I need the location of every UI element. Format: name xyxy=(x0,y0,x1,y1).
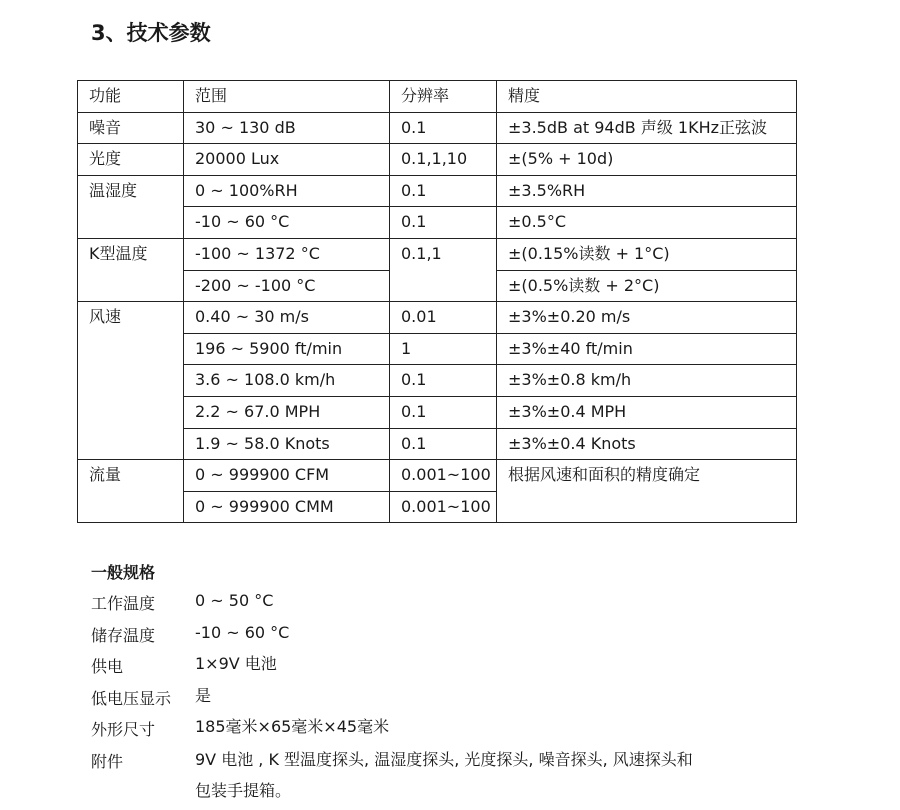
cell-accuracy: ±0.5°C xyxy=(497,207,797,239)
cell-range: -200 ~ -100 °C xyxy=(184,270,390,302)
header-range: 范围 xyxy=(184,81,390,113)
spec-label: 低电压显示 xyxy=(91,688,172,708)
cell-function: 风速 xyxy=(78,302,184,460)
spec-value: 9V 电池 , K 型温度探头, 温湿度探头, 光度探头, 噪音探头, 风速探头和包装手提箱。 xyxy=(195,749,693,800)
general-specs-list xyxy=(91,591,705,806)
cell-function: 流量 xyxy=(78,460,184,523)
cell-function: 光度 xyxy=(78,144,184,176)
spec-item xyxy=(91,591,705,623)
cell-resolution: 0.1 xyxy=(390,207,497,239)
cell-range: 0.40 ~ 30 m/s xyxy=(184,302,390,334)
cell-range: 0 ~ 999900 CFM xyxy=(184,460,390,492)
cell-accuracy: ±3%±0.20 m/s xyxy=(497,302,797,334)
cell-accuracy: ±(0.5%读数 + 2°C) xyxy=(497,270,797,302)
table-row xyxy=(78,396,797,428)
cell-resolution: 0.001~100 xyxy=(390,491,497,523)
table-row xyxy=(78,460,797,492)
cell-accuracy: ±(5% + 10d) xyxy=(497,144,797,176)
cell-range: 20000 Lux xyxy=(184,144,390,176)
cell-range: 2.2 ~ 67.0 MPH xyxy=(184,396,390,428)
table-header-row xyxy=(78,81,797,113)
spec-label: 工作温度 xyxy=(91,594,156,613)
spec-item xyxy=(91,749,705,806)
cell-resolution: 0.001~100 xyxy=(390,460,497,492)
cell-resolution: 0.1 xyxy=(390,175,497,207)
table-row xyxy=(78,175,797,207)
table-row xyxy=(78,428,797,460)
header-resolution: 分辨率 xyxy=(390,81,497,113)
spec-value: 185毫米×65毫米×45毫米 xyxy=(195,717,390,737)
spec-value: 1×9V 电池 xyxy=(195,654,277,674)
cell-range: -100 ~ 1372 °C xyxy=(184,238,390,270)
cell-resolution: 0.1,1 xyxy=(390,238,497,301)
table-row xyxy=(78,238,797,270)
spec-item xyxy=(91,654,705,686)
cell-function: K型温度 xyxy=(78,238,184,301)
cell-resolution: 0.1 xyxy=(390,365,497,397)
spec-item xyxy=(91,623,705,655)
cell-accuracy: ±3%±0.4 Knots xyxy=(497,428,797,460)
cell-accuracy: ±3%±40 ft/min xyxy=(497,333,797,365)
cell-accuracy: ±3%±0.4 MPH xyxy=(497,396,797,428)
cell-resolution: 0.1 xyxy=(390,112,497,144)
spec-value: -10 ~ 60 °C xyxy=(195,622,290,642)
spec-item xyxy=(91,686,705,718)
cell-accuracy: ±3.5%RH xyxy=(497,175,797,207)
cell-range: 30 ~ 130 dB xyxy=(184,112,390,144)
cell-range: 1.9 ~ 58.0 Knots xyxy=(184,428,390,460)
section-title: 3、技术参数 xyxy=(91,21,211,45)
table-row xyxy=(78,365,797,397)
cell-accuracy: ±3.5dB at 94dB 声级 1KHz正弦波 xyxy=(497,112,797,144)
cell-resolution: 0.1,1,10 xyxy=(390,144,497,176)
header-function: 功能 xyxy=(78,81,184,113)
cell-resolution: 0.01 xyxy=(390,302,497,334)
cell-resolution: 0.1 xyxy=(390,428,497,460)
cell-range: 0 ~ 100%RH xyxy=(184,175,390,207)
spec-table xyxy=(77,80,797,523)
table-row xyxy=(78,207,797,239)
cell-range: 0 ~ 999900 CMM xyxy=(184,491,390,523)
table-row xyxy=(78,112,797,144)
cell-accuracy: ±3%±0.8 km/h xyxy=(497,365,797,397)
cell-accuracy: 根据风速和面积的精度确定 xyxy=(497,460,797,523)
header-accuracy: 精度 xyxy=(497,81,797,113)
spec-label: 供电 xyxy=(91,657,124,677)
cell-range: 196 ~ 5900 ft/min xyxy=(184,333,390,365)
table-row xyxy=(78,333,797,365)
cell-resolution: 1 xyxy=(390,333,497,365)
spec-value: 是 xyxy=(195,685,212,705)
table-row xyxy=(78,144,797,176)
cell-range: 3.6 ~ 108.0 km/h xyxy=(184,365,390,397)
spec-label: 储存温度 xyxy=(91,625,156,645)
table-row xyxy=(78,302,797,334)
cell-resolution: 0.1 xyxy=(390,396,497,428)
cell-range: -10 ~ 60 °C xyxy=(184,207,390,239)
cell-function: 噪音 xyxy=(78,112,184,144)
spec-label: 外形尺寸 xyxy=(91,720,156,740)
spec-label: 附件 xyxy=(91,751,124,771)
cell-function: 温湿度 xyxy=(78,175,184,238)
cell-accuracy: ±(0.15%读数 + 1°C) xyxy=(497,238,797,270)
spec-value: 0 ~ 50 °C xyxy=(195,591,274,610)
general-specs-title: 一般规格 xyxy=(91,563,156,582)
